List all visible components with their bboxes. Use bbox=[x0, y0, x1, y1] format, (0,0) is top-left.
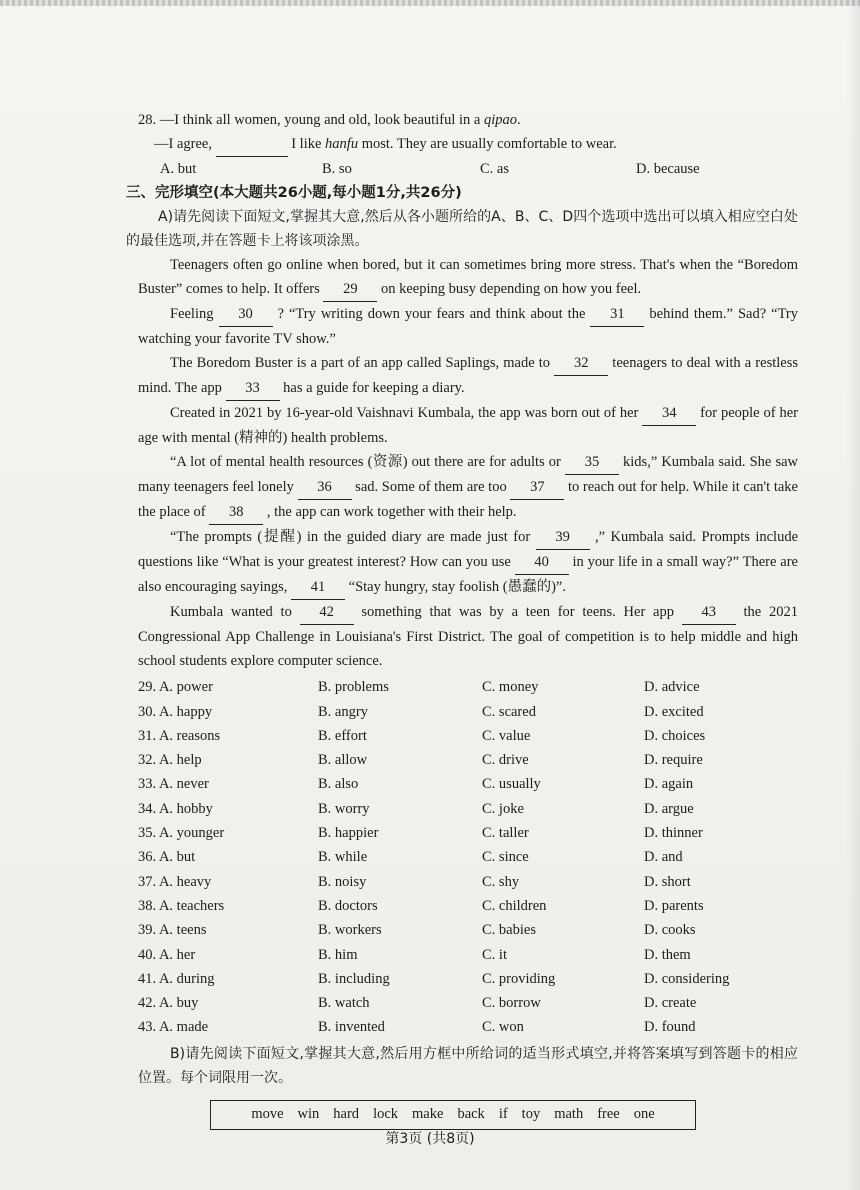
choice-row: 39. A. teens B. workers C. babies D. cooks bbox=[138, 922, 696, 939]
page-footer: 第3页 (共8页) bbox=[385, 1131, 475, 1147]
choice-row: 34. A. hobby B. worry C. joke D. argue bbox=[138, 800, 694, 817]
blank-29: 29 bbox=[323, 277, 377, 302]
q28-blank bbox=[216, 132, 288, 157]
choice-row: 38. A. teachers B. doctors C. children D. parents bbox=[138, 897, 704, 914]
word-bank-item: math bbox=[554, 1106, 584, 1123]
word-bank-item: one bbox=[633, 1106, 655, 1123]
q28-italic-word: qipao bbox=[483, 112, 517, 128]
blank-37: 37 bbox=[510, 475, 564, 500]
q28-option-a: A. but bbox=[160, 161, 197, 177]
word-bank-item: back bbox=[457, 1106, 485, 1123]
word-bank-box bbox=[210, 1100, 696, 1130]
blank-43: 43 bbox=[682, 600, 736, 625]
q28-options bbox=[160, 157, 798, 181]
blank-30: 30 bbox=[219, 302, 273, 327]
q28-option-b: B. so bbox=[322, 161, 352, 177]
choice-row: 36. A. but B. while C. since D. and bbox=[138, 849, 683, 866]
choice-row: 42. A. buy B. watch C. borrow D. create bbox=[138, 995, 697, 1012]
word-bank-item: move bbox=[251, 1106, 284, 1123]
blank-42: 42 bbox=[300, 600, 354, 625]
choices-table bbox=[138, 675, 798, 1039]
choice-row: 40. A. her B. him C. it D. them bbox=[138, 946, 691, 963]
passage-p2: Feeling 30 ? “Try writing down your fears and think about the 31 behind them.” Sad? “Try watching your favorite TV show.” bbox=[138, 302, 798, 351]
blank-41: 41 bbox=[291, 575, 345, 600]
choice-row: 41. A. during B. including C. providing D. considering bbox=[138, 970, 730, 987]
choice-row: 43. A. made B. invented C. won D. found bbox=[138, 1019, 696, 1036]
section-a-instructions: A)请先阅读下面短文,掌握其大意,然后从各小题所给的A、B、C、D四个选项中选出可以填入相应空白处的最佳选项,并在答题卡上将该项涂黑。 bbox=[126, 209, 798, 250]
word-bank-item: make bbox=[412, 1106, 444, 1123]
blank-31: 31 bbox=[590, 302, 644, 327]
scan-top-edge bbox=[0, 0, 860, 6]
passage-p1: Teenagers often go online when bored, but it can sometimes bring more stress. That's when the “Boredom Buster” comes to help. It offers 29 on keeping busy depending on how you feel. bbox=[138, 253, 798, 302]
choice-row: 35. A. younger B. happier C. taller D. thinner bbox=[138, 825, 703, 842]
word-bank-item: free bbox=[597, 1106, 620, 1123]
q28-line1: 28. —I think all women, young and old, look beautiful in a qipao. bbox=[138, 112, 521, 128]
choice-row: 37. A. heavy B. noisy C. shy D. short bbox=[138, 873, 691, 890]
q28-italic-hanfu: hanfu bbox=[325, 136, 359, 152]
blank-40: 40 bbox=[515, 550, 569, 575]
passage-p5: “A lot of mental health resources (资源) out there are for adults or 35 kids,” Kumbala said. She saw many teenagers feel lonely 36 sad. Some of them are too 37 to reach out for help. While it can't take the place of 38 , the app can work together with their help. bbox=[138, 450, 798, 525]
q28-option-c: C. as bbox=[480, 161, 509, 177]
page-content bbox=[126, 108, 799, 1130]
passage-p6: “The prompts (提醒) in the guided diary are made just for 39 ,” Kumbala said. Prompts include questions like “What is your greatest interest? How can you use 40 in your life in a small way?” There are also encouraging sayings, 41 “Stay hungry, stay foolish (愚蠢的)”. bbox=[138, 525, 798, 600]
word-bank-item: toy bbox=[521, 1106, 541, 1123]
q28-option-d: D. because bbox=[636, 161, 700, 177]
choice-row: 31. A. reasons B. effort C. value D. choices bbox=[138, 727, 706, 744]
choice-row: 30. A. happy B. angry C. scared D. excited bbox=[138, 703, 704, 720]
section-3-heading: 三、完形填空(本大题共26小题,每小题1分,共26分) bbox=[126, 185, 462, 202]
q28-line2: —I agree, I like hanfu most. They are usually comfortable to wear. bbox=[138, 132, 798, 157]
question-28 bbox=[138, 108, 798, 181]
blank-36: 36 bbox=[298, 475, 352, 500]
section-b-instructions: B)请先阅读下面短文,掌握其大意,然后用方框中所给词的适当形式填空,并将答案填写到答题卡的相应位置。每个词限用一次。 bbox=[138, 1045, 798, 1086]
blank-33: 33 bbox=[226, 376, 280, 401]
blank-32: 32 bbox=[554, 351, 608, 376]
blank-35: 35 bbox=[565, 450, 619, 475]
cloze-passage bbox=[138, 253, 798, 673]
choice-row: 32. A. help B. allow C. drive D. require bbox=[138, 752, 703, 769]
word-bank-item: if bbox=[498, 1106, 508, 1123]
word-bank-item: win bbox=[297, 1106, 320, 1123]
choice-row: 29. A. power B. problems C. money D. advice bbox=[138, 679, 700, 696]
passage-p3: The Boredom Buster is a part of an app called Saplings, made to 32 teenagers to deal with a restless mind. The app 33 has a guide for keeping a diary. bbox=[138, 351, 798, 401]
word-bank-item: hard bbox=[333, 1106, 360, 1123]
passage-p7: Kumbala wanted to 42 something that was by a teen for teens. Her app 43 the 2021 Congressional App Challenge in Louisiana's First District. The goal of competition is to help middle and high school students explore computer science. bbox=[138, 600, 798, 673]
choice-row: 33. A. never B. also C. usually D. again bbox=[138, 776, 694, 793]
passage-p4: Created in 2021 by 16-year-old Vaishnavi Kumbala, the app was born out of her 34 for people of her age with mental (精神的) health problems. bbox=[138, 401, 798, 450]
blank-34: 34 bbox=[642, 401, 696, 426]
blank-38: 38 bbox=[209, 500, 263, 525]
blank-39: 39 bbox=[536, 525, 590, 550]
word-bank-item: lock bbox=[373, 1106, 399, 1123]
scan-right-edge bbox=[846, 0, 860, 1190]
